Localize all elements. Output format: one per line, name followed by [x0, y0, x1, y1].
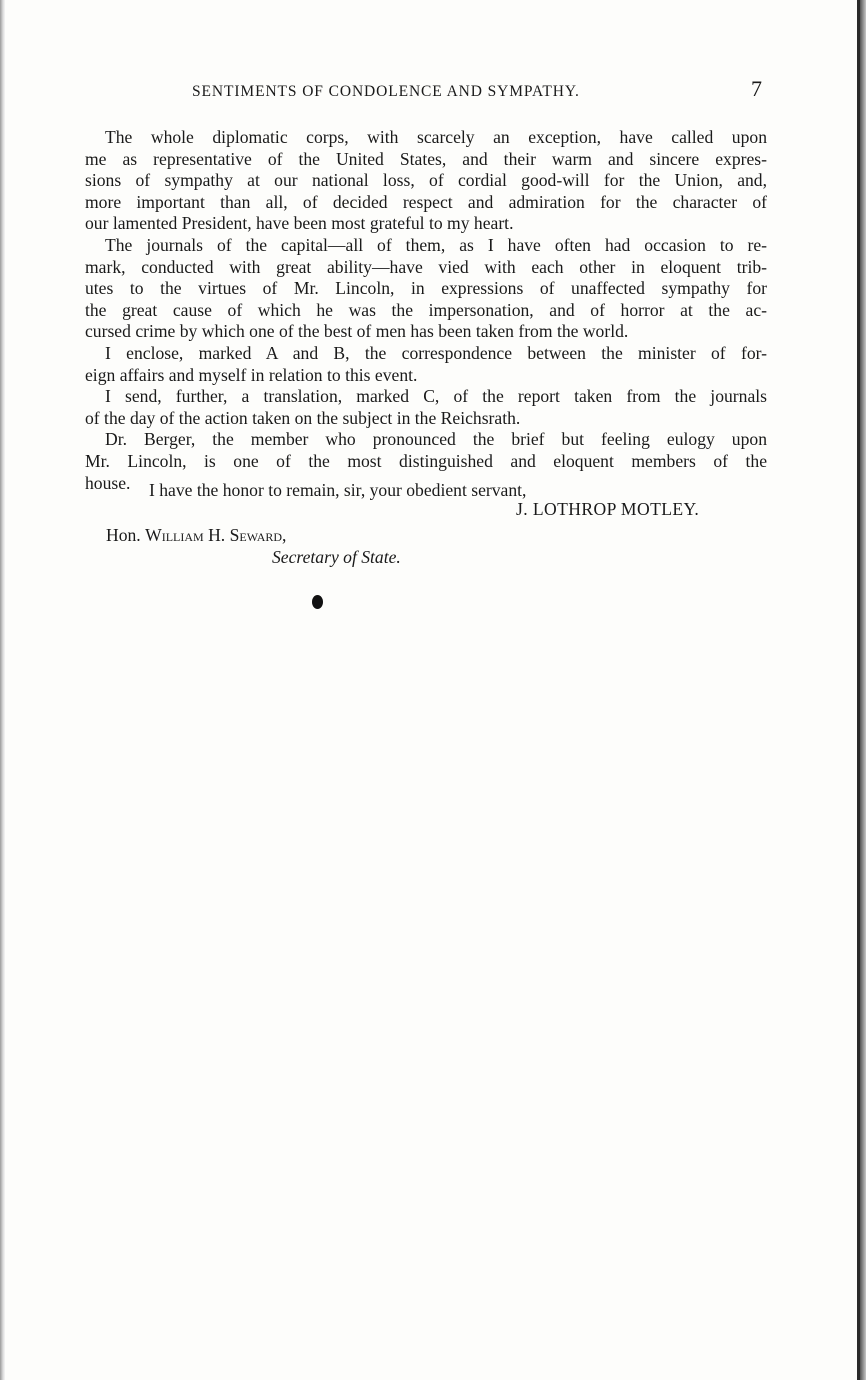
- addressee-line: [106, 525, 286, 546]
- page-right-rule: [857, 0, 860, 1380]
- text-line: eign affairs and myself in relation to this event.: [85, 364, 418, 385]
- text-line: The whole diplomatic corps, with scarcely an exception, have called upon: [105, 127, 767, 147]
- page-number: 7: [751, 76, 762, 101]
- text-line: more important than all, of decided respect and admiration for the character of: [85, 191, 767, 212]
- text-line: sions of sympathy at our national loss, of cordial good-will for the Union, and,: [85, 170, 767, 191]
- text-line: the great cause of which he was the impersonation, and of horror at the ac-: [85, 299, 767, 320]
- addressee-name: William H. Seward,: [145, 525, 287, 545]
- addressee-prefix: Hon.: [106, 525, 141, 545]
- ink-blot: [312, 595, 323, 609]
- text-line: utes to the virtues of Mr. Lincoln, in expressions of unaffected sympathy for: [85, 278, 767, 299]
- complimentary-close: I have the honor to remain, sir, your obedient servant,: [149, 480, 527, 500]
- text-line: I enclose, marked A and B, the correspondence between the minister of for-: [105, 342, 767, 363]
- text-line: I send, further, a translation, marked C, of the report taken from the journals: [105, 386, 767, 407]
- letter-body: [85, 127, 767, 494]
- addressee-title: Secretary of State.: [272, 547, 401, 567]
- text-line: our lamented President, have been most grateful to my heart.: [85, 213, 514, 234]
- text-line: house.: [85, 472, 131, 493]
- text-line: me as representative of the United States, and their warm and sincere expres-: [85, 148, 767, 169]
- page-left-edge: [0, 0, 5, 1380]
- text-line: Mr. Lincoln, is one of the most distinguished and eloquent members of the: [85, 450, 767, 471]
- text-line: of the day of the action taken on the subject in the Reichsrath.: [85, 407, 521, 428]
- page-binding-edge: [860, 0, 866, 1380]
- signature: J. LOTHROP MOTLEY.: [516, 499, 700, 519]
- text-line: The journals of the capital—all of them, as I have often had occasion to re-: [105, 234, 767, 255]
- text-line: Dr. Berger, the member who pronounced the brief but feeling eulogy upon: [105, 429, 767, 450]
- text-line: cursed crime by which one of the best of men has been taken from the world.: [85, 321, 629, 342]
- text-line: mark, conducted with great ability—have vied with each other in eloquent trib-: [85, 256, 767, 277]
- running-title: SENTIMENTS OF CONDOLENCE AND SYMPATHY.: [192, 83, 580, 100]
